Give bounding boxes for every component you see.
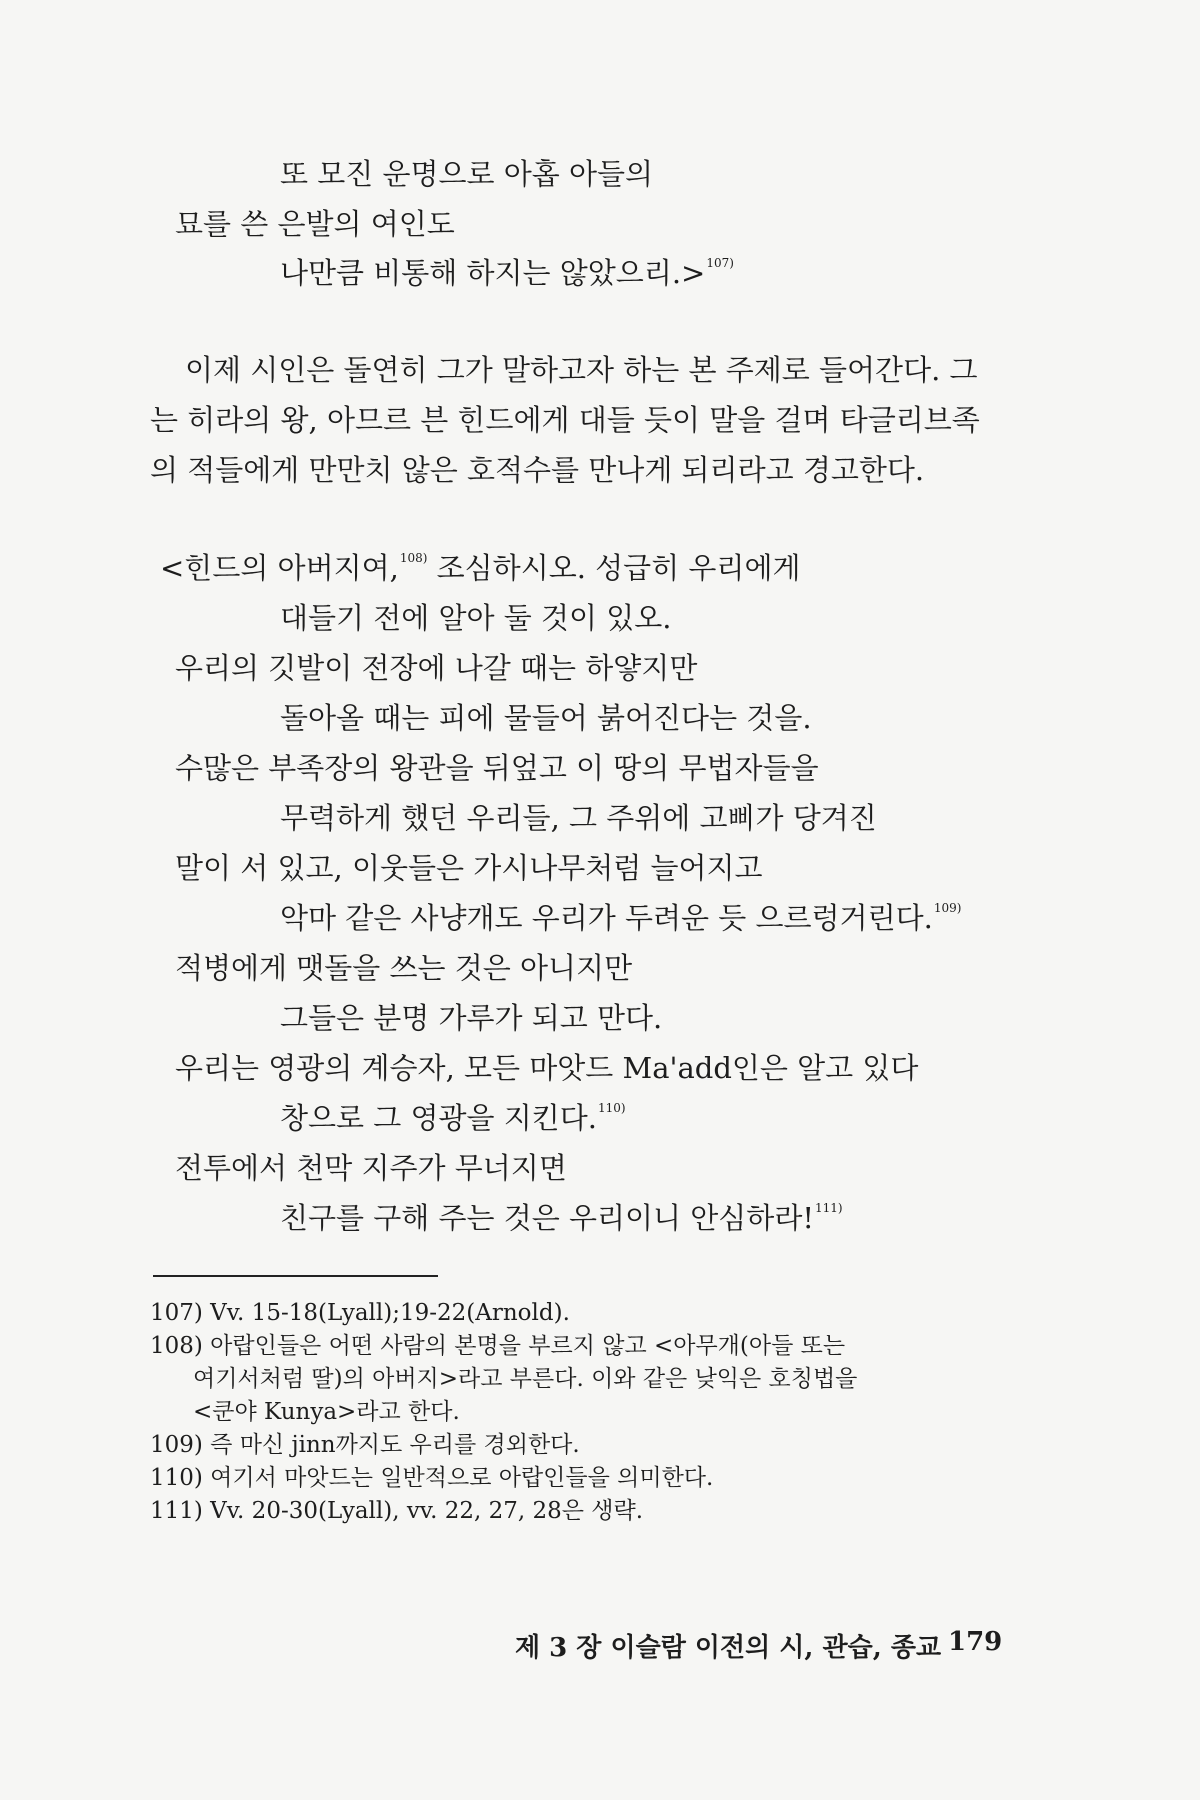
footnote-108-cont: 여기서처럼 딸)의 아버지>라고 부른다. 이와 같은 낮익은 호칭법을 <box>193 1366 858 1392</box>
footnote-111: 111) Vv. 20-30(Lyall), vv. 22, 27, 28은 생략. <box>150 1498 644 1524</box>
footnote-ref: 107) <box>706 256 734 270</box>
poem-line <box>175 848 763 888</box>
poem-line-text: 우리는 영광의 계승자, 모든 마앗드 Ma'add인은 알고 있다 <box>175 1051 919 1085</box>
poem-line <box>175 204 455 244</box>
page-number: 179 <box>948 1627 1003 1657</box>
poem-line <box>280 253 734 299</box>
poem-line-text: 말이 서 있고, 이웃들은 가시나무처럼 늘어지고 <box>175 851 763 885</box>
footnote-109: 109) 즉 마신 jinn까지도 우리를 경외한다. <box>150 1432 580 1458</box>
poem-line <box>280 798 877 838</box>
footnote-108-cont: <쿤야 Kunya>라고 한다. <box>193 1399 460 1425</box>
poem-line-text: 친구를 구해 주는 것은 우리이니 안심하라! <box>280 1201 814 1235</box>
poem-line-text: 악마 같은 사냥개도 우리가 두려운 듯 으르렁거린다. <box>280 901 933 935</box>
footnote-107: 107) Vv. 15-18(Lyall);19-22(Arnold). <box>150 1300 570 1326</box>
poem-line-text: 조심하시오. 성급히 우리에게 <box>427 551 801 585</box>
poem-line <box>280 1198 843 1244</box>
footnote-110: 110) 여기서 마앗드는 일반적으로 아랍인들을 의미한다. <box>150 1465 714 1491</box>
poem-line <box>175 748 819 788</box>
footnote-ref: 108) <box>399 551 428 565</box>
poem-line <box>280 154 653 194</box>
poem-line <box>175 648 697 688</box>
poem-line-text: 무력하게 했던 우리들, 그 주위에 고삐가 당겨진 <box>280 801 877 835</box>
poem-line-text: 수많은 부족장의 왕관을 뒤엎고 이 땅의 무법자들을 <box>175 751 819 785</box>
poem-line-text: 대들기 전에 알아 둘 것이 있오. <box>280 601 672 635</box>
poem-line-text: <힌드의 아버지여, <box>160 551 399 585</box>
poem-line-text: 창으로 그 영광을 지킨다. <box>280 1101 598 1135</box>
poem-line-text: 돌아올 때는 피에 물들어 붉어진다는 것을. <box>280 701 812 735</box>
poem-line <box>280 998 662 1038</box>
poem-line-text: 그들은 분명 가루가 되고 만다. <box>280 1001 663 1035</box>
footnote-108: 108) 아랍인들은 어떤 사람의 본명을 부르지 않고 <아무개(아들 또는 <box>150 1333 846 1359</box>
poem-line <box>280 898 961 944</box>
poem-line <box>175 1048 918 1088</box>
poem-line-text: 또 모진 운명으로 아홉 아들의 <box>280 157 654 191</box>
poem-line <box>175 1148 567 1188</box>
prose-line <box>150 450 924 490</box>
poem-line <box>160 548 800 594</box>
poem-line-text: 묘를 쓴 은발의 여인도 <box>175 207 455 241</box>
poem-line-text: 전투에서 천막 지주가 무너지면 <box>175 1151 567 1185</box>
chapter-footer: 제 3 장 이슬람 이전의 시, 관습, 종교 <box>515 1633 942 1663</box>
footnote-ref: 109) <box>933 901 962 915</box>
poem-line <box>280 1098 626 1144</box>
prose-line-text: 의 적들에게 만만치 않은 호적수를 만나게 되리라고 경고한다. <box>150 453 925 487</box>
poem-line <box>175 948 632 988</box>
poem-line <box>280 698 812 738</box>
footnote-ref: 110) <box>598 1101 626 1115</box>
prose-line <box>185 350 978 390</box>
poem-line-text: 나만큼 비통해 하지는 않았으리.> <box>280 256 706 290</box>
poem-line <box>280 598 671 638</box>
prose-line-text: 이제 시인은 돌연히 그가 말하고자 하는 본 주제로 들어간다. 그 <box>185 353 978 387</box>
footnote-separator <box>153 1275 438 1277</box>
footnote-ref: 111) <box>814 1201 843 1215</box>
prose-line <box>150 400 980 440</box>
poem-line-text: 적병에게 맷돌을 쓰는 것은 아니지만 <box>175 951 633 985</box>
prose-line-text: 는 히라의 왕, 아므르 븐 힌드에게 대들 듯이 말을 걸며 타글리브족 <box>150 403 980 437</box>
poem-line-text: 우리의 깃발이 전장에 나갈 때는 하얗지만 <box>175 651 698 685</box>
